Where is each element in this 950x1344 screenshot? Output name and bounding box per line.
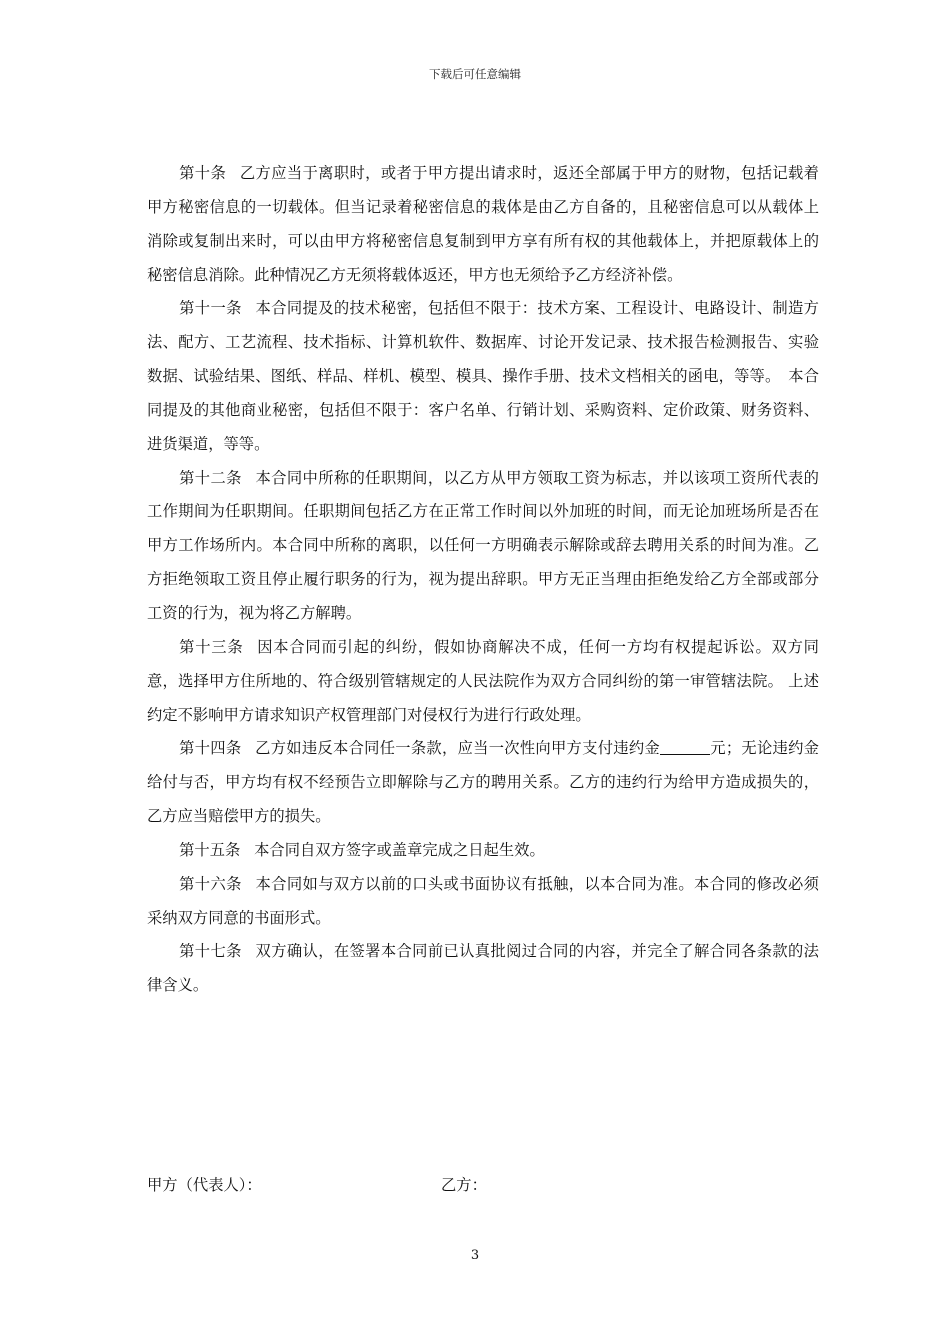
article-12	[147, 462, 819, 631]
article-text: 本合同中所称的任职期间，以乙方从甲方领取工资为标志，并以该项工资所代表的工作期间为任职期间。任职期间包括乙方在正常工作时间以外加班的时间，而无论加班场所是否在甲方工作场所内。本合同中所称的离职，以任何一方明确表示解除或辞去聘用关系的时间为准。乙方拒绝领取工资且停止履行职务的行为，视为提出辞职。甲方无正当理由拒绝发给乙方全部或部分工资的行为，视为将乙方解聘。	[147, 468, 819, 622]
article-title: 第十六条	[179, 874, 242, 893]
article-text: 因本合同而引起的纠纷，假如协商解决不成，任何一方均有权提起诉讼。双方同意，选择甲方住所地的、符合级别管辖规定的人民法院作为双方合同纠纷的第一审管辖法院。 上述约定不影响甲方请求知识产权管理部门对侵权行为进行行政处理。	[147, 637, 819, 724]
contract-body	[147, 157, 819, 1003]
article-text: 本合同如与双方以前的口头或书面协议有抵触，以本合同为准。本合同的修改必须采纳双方同意的书面形式。	[147, 874, 819, 927]
article-title: 第十三条	[179, 637, 244, 656]
article-10	[147, 157, 819, 292]
article-title: 第十一条	[179, 299, 242, 318]
article-title: 第十条	[179, 164, 227, 182]
article-15	[147, 834, 819, 868]
article-title: 第十四条	[179, 739, 242, 758]
article-title: 第十二条	[179, 468, 242, 487]
page-number: 3	[470, 1248, 480, 1263]
article-11	[147, 292, 819, 461]
article-17	[147, 935, 819, 1003]
article-text-continued: 元；无论违约金给付与否，甲方均有权不经预告立即解除与乙方的聘用关系。乙方的违约行为给甲方造成损失的，乙方应当赔偿甲方的损失。	[147, 739, 819, 826]
article-title: 第十七条	[179, 942, 242, 961]
article-text: 乙方如违反本合同任一条款，应当一次性向甲方支付违约金	[255, 739, 660, 758]
article-14	[147, 732, 819, 834]
article-13	[147, 631, 819, 733]
article-title: 第十五条	[179, 840, 241, 859]
article-16	[147, 868, 819, 936]
page-header: 下载后可任意编辑	[429, 67, 521, 81]
article-text: 本合同自双方签字或盖章完成之日起生效。	[254, 840, 545, 859]
amount-blank-field[interactable]	[660, 739, 710, 755]
article-text: 本合同提及的技术秘密，包括但不限于：技术方案、工程设计、电路设计、制造方法、配方、工艺流程、技术指标、计算机软件、数据库、讨论开发记录、技术报告检测报告、实验数据、试验结果、图纸、样品、样机、模型、模具、操作手册、技术文档相关的函电，等等。 本合同提及的其他商业秘密，包括但不限于：客户名单、行销计划、采购资料、定价政策、财务资料、进货渠道，等等。	[147, 299, 819, 453]
article-text: 乙方应当于离职时，或者于甲方提出请求时，返还全部属于甲方的财物，包括记载着甲方秘密信息的一切载体。但当记录着秘密信息的栽体是由乙方自备的，且秘密信息可以从载体上消除或复制出来时，可以由甲方将秘密信息复制到甲方享有所有权的其他载体上，并把原载体上的秘密信息消除。此种情况乙方无须将载体返还，甲方也无须给予乙方经济补偿。	[147, 164, 819, 284]
party-a-signature-label: 甲方（代表人）：	[147, 1176, 262, 1194]
party-b-signature-label: 乙方：	[441, 1176, 487, 1194]
article-text: 双方确认，在签署本合同前已认真批阅过合同的内容，并完全了解合同各条款的法律含义。	[147, 942, 819, 995]
